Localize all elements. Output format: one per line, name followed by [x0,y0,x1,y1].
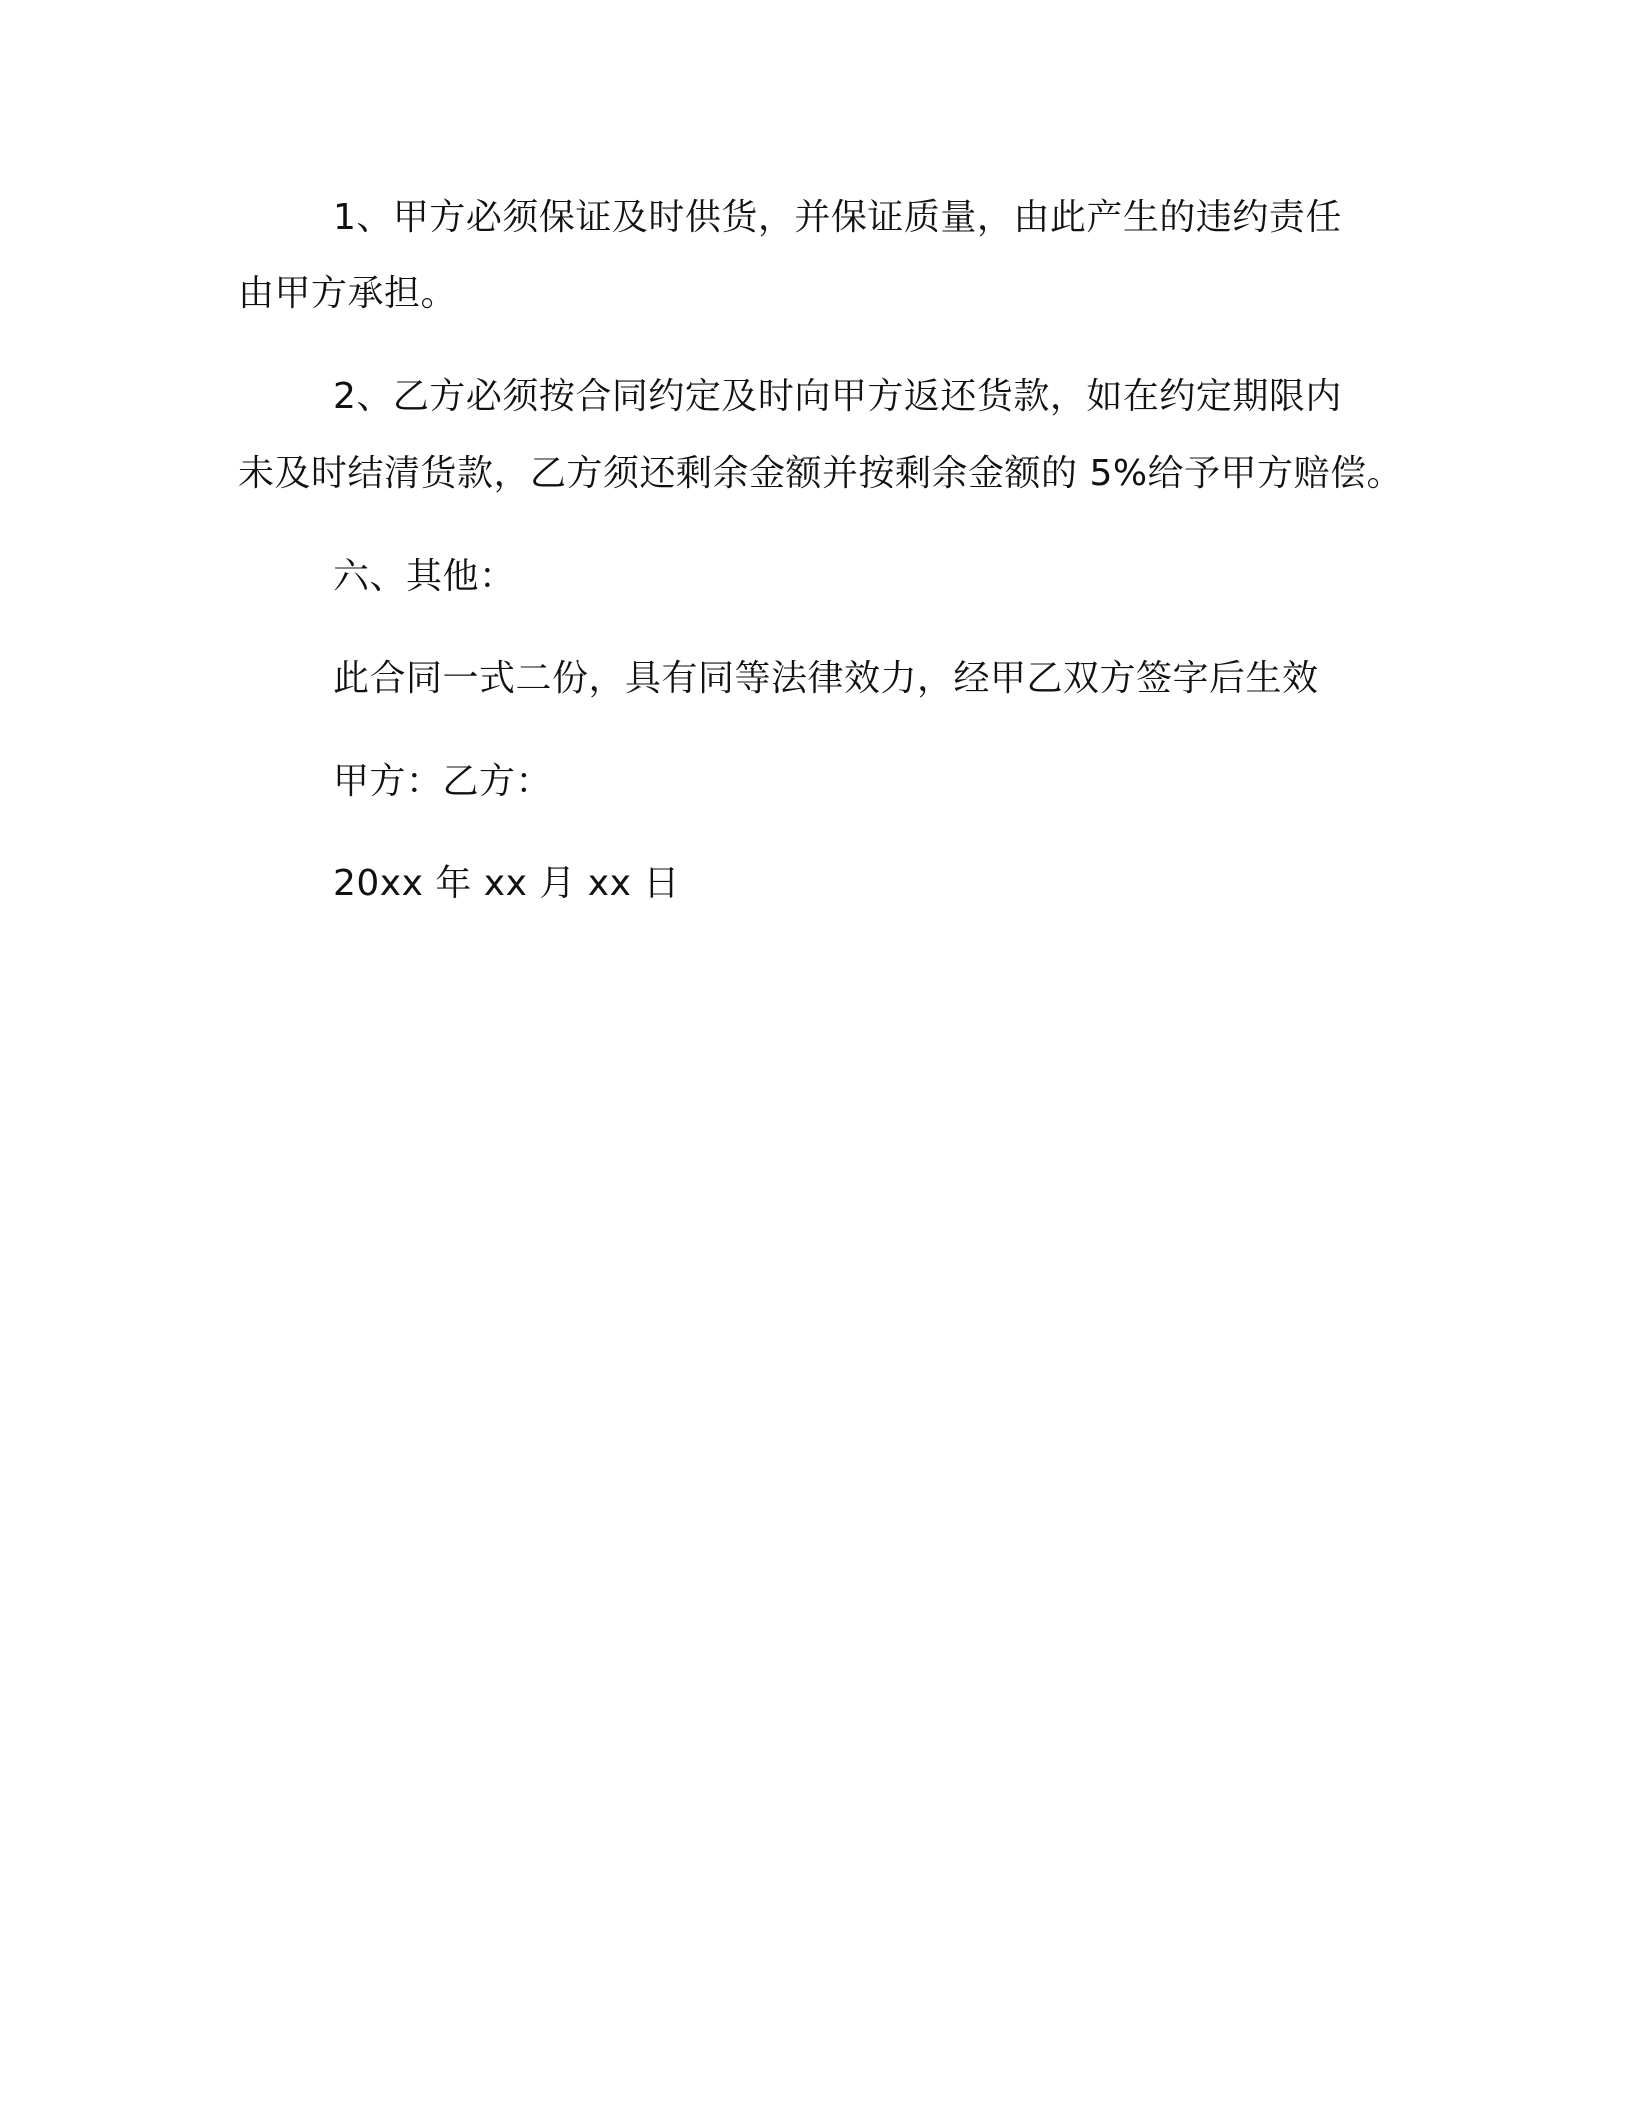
clause-1-line-1: 1、甲方必须保证及时供货，并保证质量，由此产生的违约责任 [333,197,1342,238]
date-line: 20xx 年 xx 月 xx 日 [333,863,680,904]
section-6-heading: 六、其他： [333,556,516,597]
clause-2-line-1: 2、乙方必须按合同约定及时向甲方返还货款，如在约定期限内 [333,376,1342,417]
clause-2-line-2: 未及时结清货款，乙方须还剩余金额并按剩余金额的 5%给予甲方赔偿。 [238,453,1404,494]
section-6-body: 此合同一式二份，具有同等法律效力，经甲乙双方签字后生效 [333,658,1319,699]
clause-1-line-2: 由甲方承担。 [238,273,458,314]
signature-line: 甲方：乙方： [333,761,553,802]
